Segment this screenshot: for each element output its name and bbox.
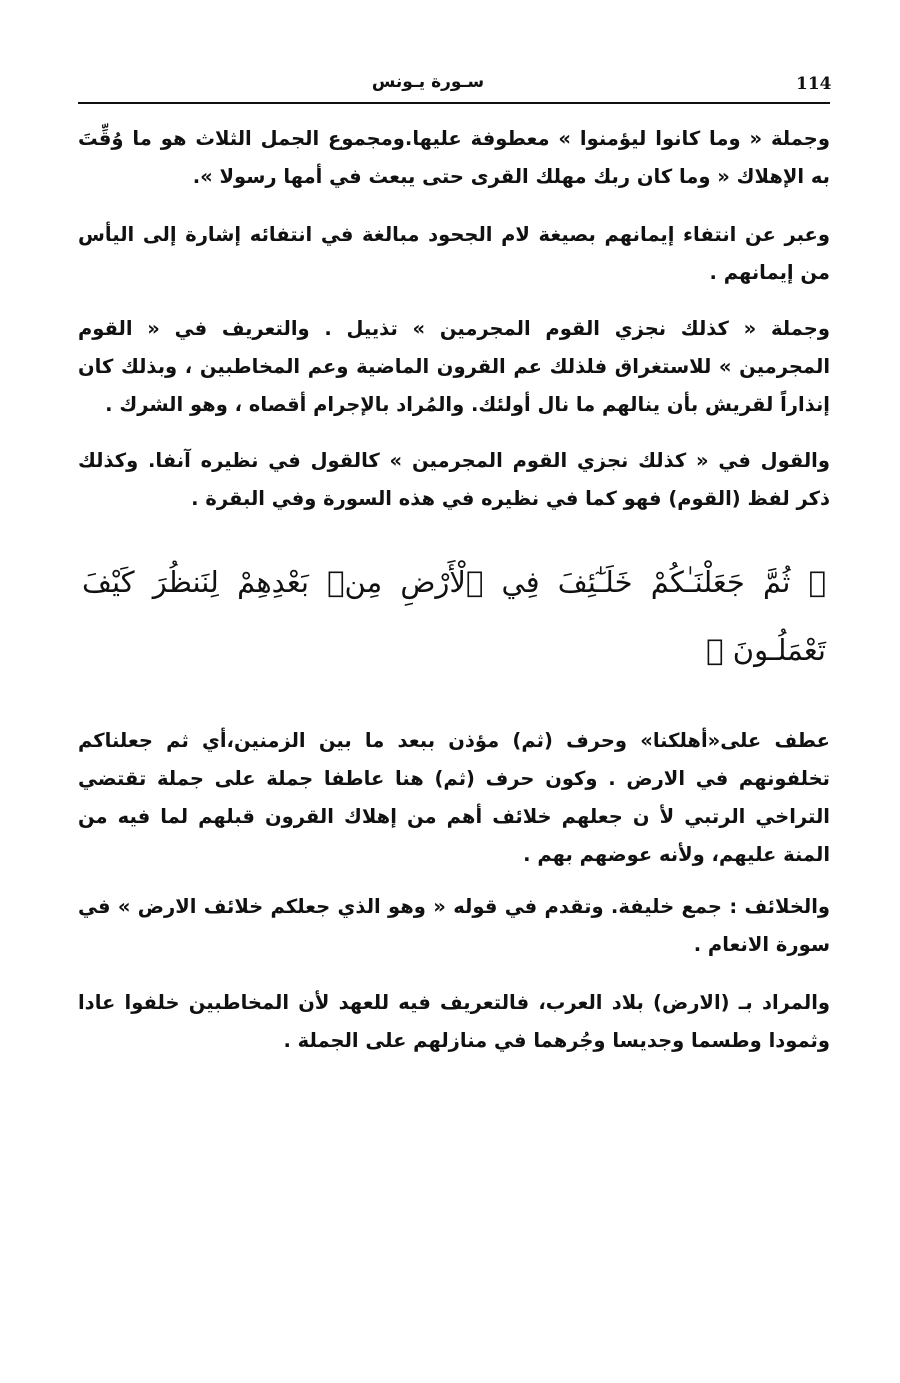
surah-title: سـورة يـونس [371, 72, 485, 92]
page-header [78, 72, 830, 106]
commentary-paragraph-1: عطف على«أهلكنا» وحرف (ثم) مؤذن ببعد ما بين الزمنين،أي ثم جعلناكم تخلفونهم في الارض . وكون حرف (ثم) هنا عاطفا جملة على جملة تقتضي التراخي الرتبي لأ ن جعلهم خلائف أهم من إهلاك القرون قبلهم لما فيه من المنة عليهم، ولأنه عوضهم بهم . [78, 729, 830, 866]
page-body [78, 120, 830, 1060]
page-number: 114 [796, 74, 832, 94]
commentary-paragraph-3: والمراد بـ (الارض) بلاد العرب، فالتعريف فيه للعهد لأن المخاطبين خلفوا عادا وثمودا وطسما وجديسا وجُرهما في منازلهم على الجملة . [78, 991, 830, 1052]
paragraph-2: وعبر عن انتفاء إيمانهم بصيغة لام الجحود مبالغة في انتفائه إشارة إلى اليأس من إيمانهم . [78, 223, 830, 284]
paragraph-3: وجملة « كذلك نجزي القوم المجرمين » تذييل . والتعريف في « القوم المجرمين » للاستغراق فلذلك عم القرون الماضية وعم المخاطبين ، وبذلك كان إنذاراً لقريش بأن ينالهم ما نال أولئك. والمُراد بالإجرام أقصاه ، وهو الشرك . [78, 317, 830, 416]
commentary-paragraph-2: والخلائف : جمع خليفة. وتقدم في قوله « وهو الذي جعلكم خلائف الارض » في سورة الانعام . [78, 895, 830, 956]
header-divider [78, 102, 830, 104]
quran-verse: ﴿ ثُمَّ جَعَلْنَـٰكُمْ خَلَـٰٓئِفَ فِي ٱلْأَرْضِ مِنۢ بَعْدِهِمْ لِنَنظُرَ كَيْفَ تَعْمَلُـونَ ﴾ [82, 565, 826, 667]
paragraph-4: والقول في « كذلك نجزي القوم المجرمين » كالقول في نظيره آنفا. وكذلك ذكر لفظ (القوم) فهو كما في نظيره في هذه السورة وفي البقرة . [78, 449, 830, 510]
paragraph-1: وجملة « وما كانوا ليؤمنوا » معطوفة عليها.ومجموع الجمل الثلاث هو ما وُقِّتَ به الإهلاك « وما كان ربك مهلك القرى حتى يبعث في أمها رسولا ». [78, 127, 830, 188]
